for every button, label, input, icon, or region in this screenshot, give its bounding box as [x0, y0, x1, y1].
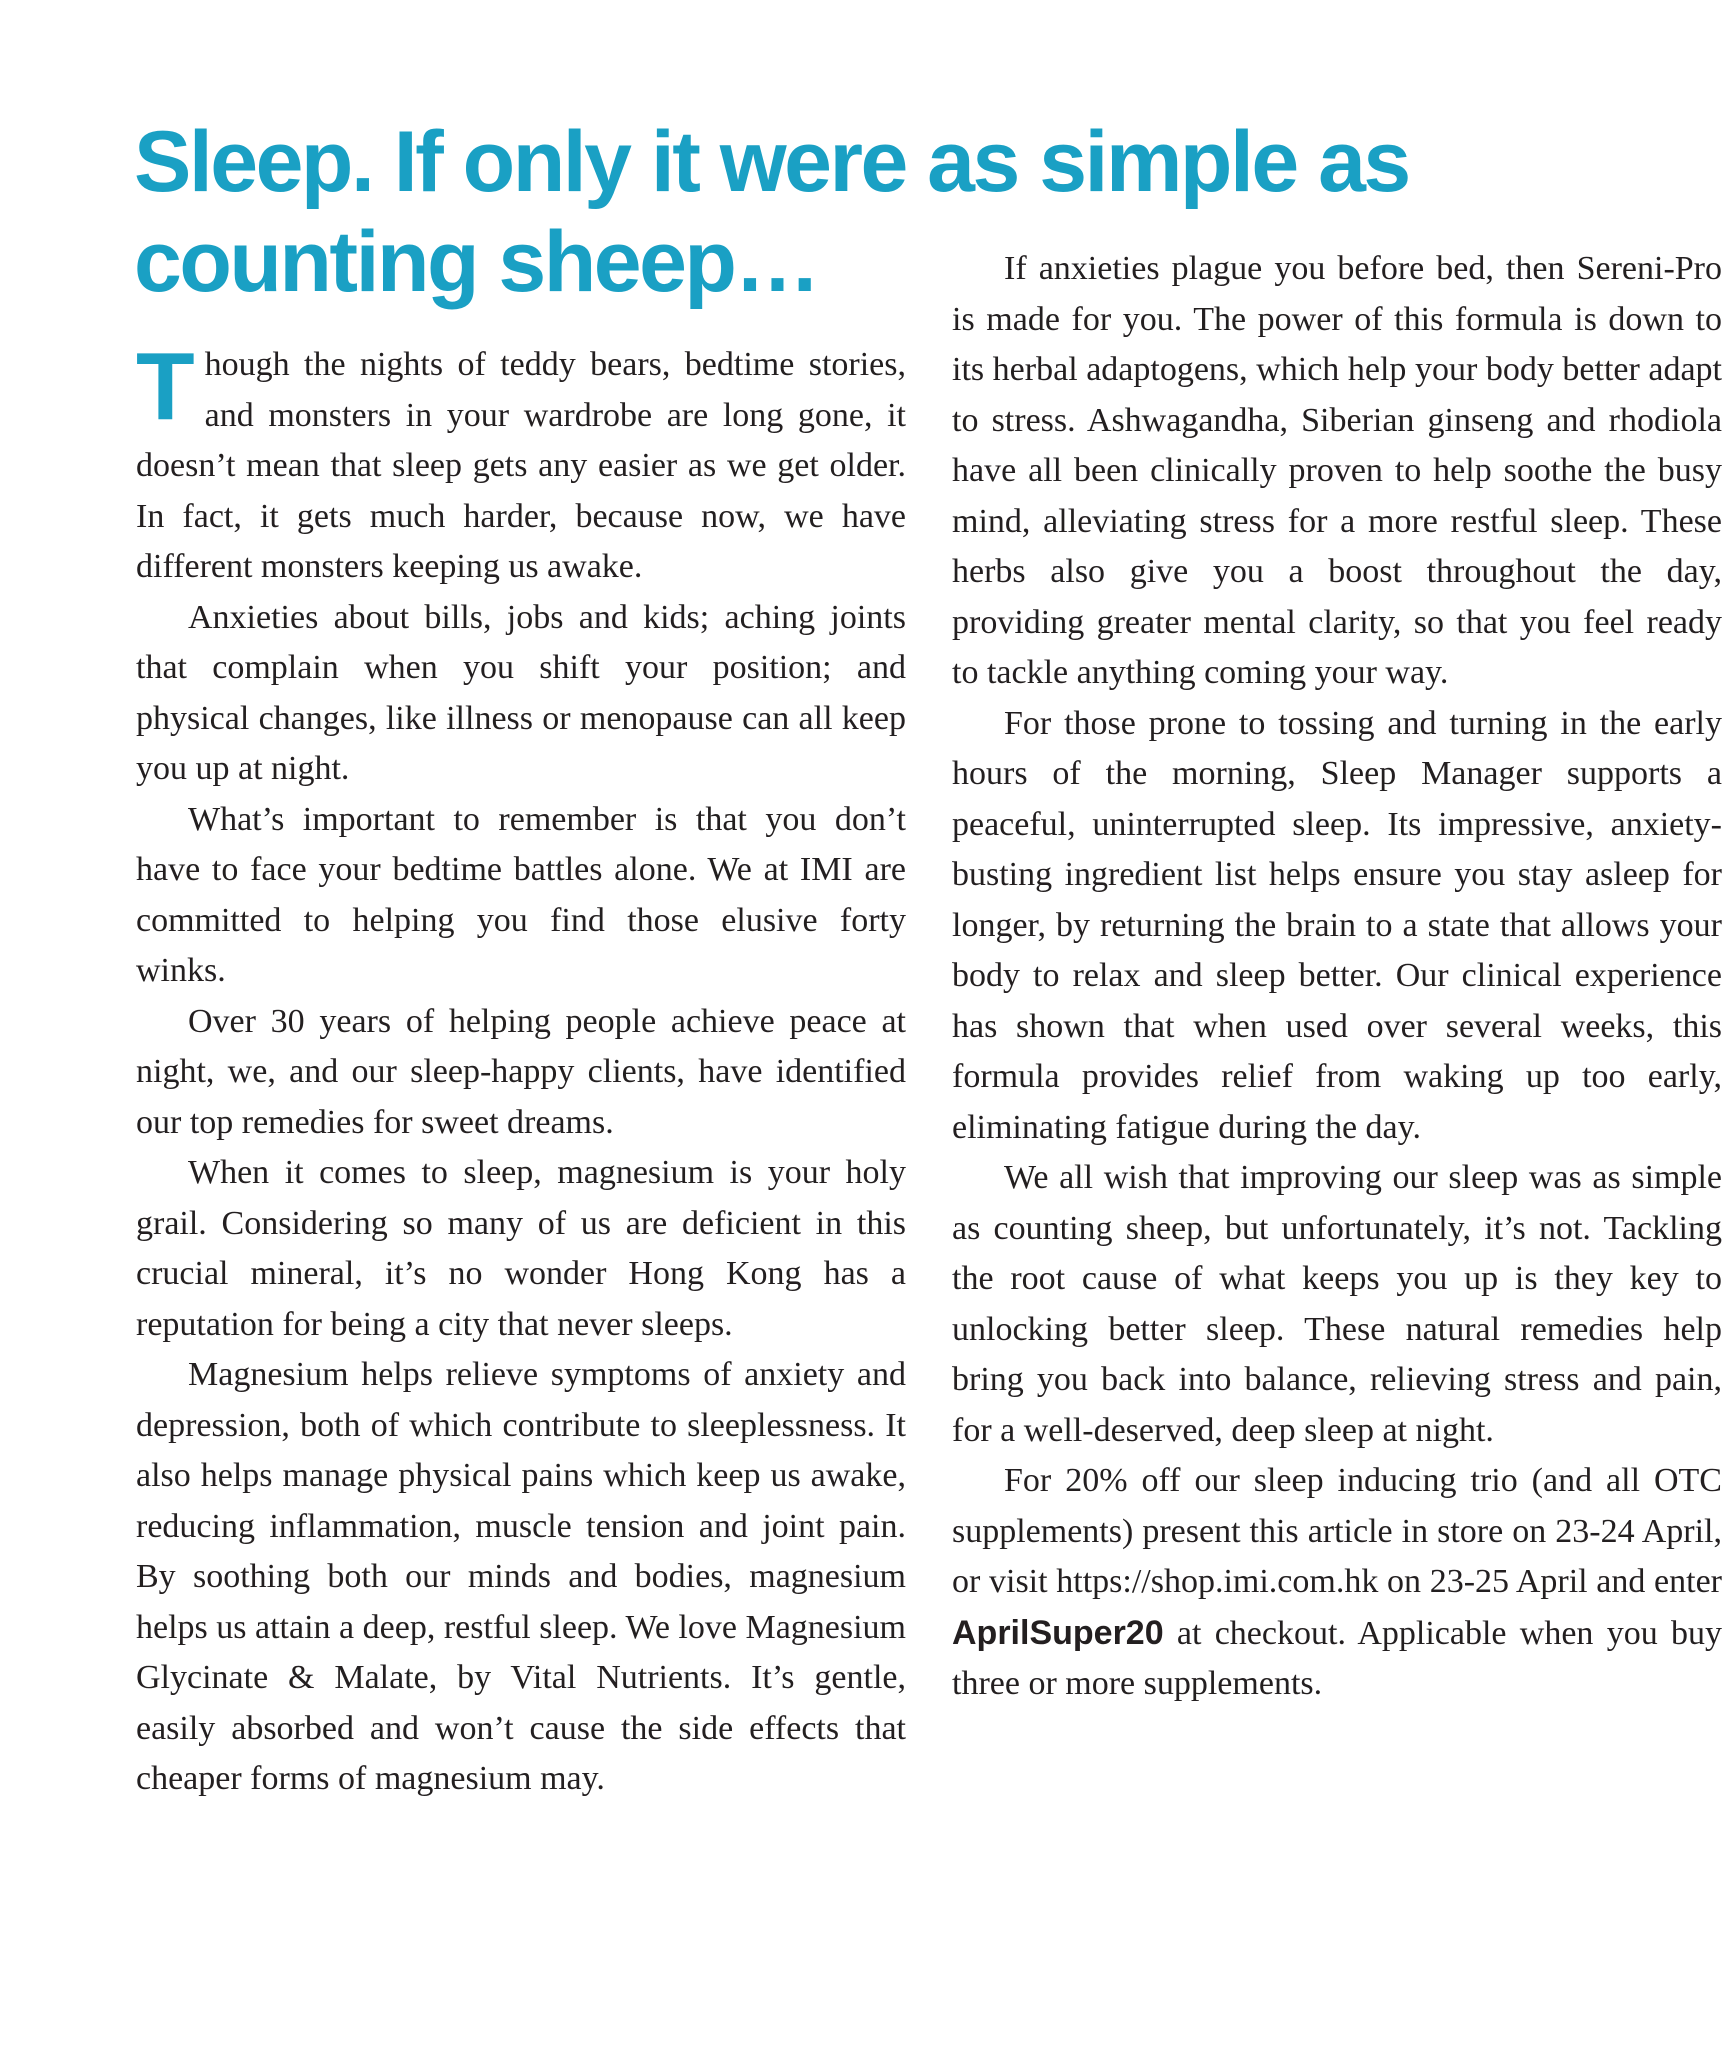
- left-column: [136, 333, 906, 1805]
- headline-line-2: counting sheep…: [134, 214, 818, 310]
- drop-cap: T: [136, 333, 195, 440]
- promo-text-before: For 20% off our sleep inducing trio (and all OTC supplements) present this article in store on 23-24 April, or visit https://shop.imi.com.hk on 23-25 April and enter: [952, 1462, 1722, 1600]
- promo-code: AprilSuper20: [952, 1613, 1164, 1652]
- sleep-manager-paragraph: For those prone to tossing and turning in the early hours of the morning, Sleep Manager supports a peaceful, uninterrupted sleep. Its impressive, anxiety-busting ingredient list helps ensure you stay asleep for longer, by returning the brain to a state that allows your body to relax and sleep better. Our clinical experience has shown that when used over several weeks, this formula provides relief from waking up too early, eliminating fatigue during the day.: [952, 704, 1722, 1146]
- not-alone-paragraph: What’s important to remember is that you don’t have to face your bedtime battles alone. We at IMI are committed to helping you find those elusive forty winks.: [136, 800, 906, 989]
- headline-line-1: Sleep. If only it were as simple as: [134, 114, 1409, 210]
- experience-paragraph: Over 30 years of helping people achieve peace at night, we, and our sleep-happy clients, have identified our top remedies for sweet dreams.: [136, 1002, 906, 1141]
- magnesium-intro-paragraph: When it comes to sleep, magnesium is your holy grail. Considering so many of us are deficient in this crucial mineral, it’s no wonder Hong Kong has a reputation for being a city that never sleeps.: [136, 1154, 906, 1343]
- promo-text-after: at checkout. Applicable when you buy three or more supplements.: [952, 1614, 1722, 1702]
- intro-paragraph: [136, 333, 906, 593]
- conclusion-paragraph: We all wish that improving our sleep was as simple as counting sheep, but unfortunately, it’s not. Tackling the root cause of what keeps you up is they key to unlocking better sleep. These natural remedies help bring you back into balance, relieving stress and pain, for a well-deserved, deep sleep at night.: [952, 1159, 1722, 1449]
- intro-paragraph-text: hough the nights of teddy bears, bedtime stories, and monsters in your wardrobe are long gone, it doesn’t mean that sleep gets any easier as we get older. In fact, it gets much harder, because now, we have different monsters keeping us awake.: [136, 346, 906, 585]
- sereni-pro-paragraph: If anxieties plague you before bed, then Sereni-Pro is made for you. The power of this formula is down to its herbal adaptogens, which help your body better adapt to stress. Ashwagandha, Siberian ginseng and rhodiola have all been clinically proven to help soothe the busy mind, alleviating stress for a more restful sleep. These herbs also give you a boost throughout the day, providing greater mental clarity, so that you feel ready to tackle anything coming your way.: [952, 250, 1722, 691]
- promo-paragraph: [952, 1456, 1722, 1710]
- magnesium-benefits-paragraph: Magnesium helps relieve symptoms of anxiety and depression, both of which contribute to sleeplessness. It also helps manage physical pains which keep us awake, reducing inflammation, muscle tension and joint pain. By soothing both our minds and bodies, magnesium helps us attain a deep, restful sleep. We love Magnesium Glycinate & Malate, by Vital Nutrients. It’s gentle, easily absorbed and won’t cause the side effects that cheaper forms of magnesium may.: [136, 1356, 906, 1797]
- anxieties-paragraph: Anxieties about bills, jobs and kids; aching joints that complain when you shift your position; and physical changes, like illness or menopause can all keep you up at night.: [136, 598, 906, 787]
- right-column: [952, 244, 1722, 1710]
